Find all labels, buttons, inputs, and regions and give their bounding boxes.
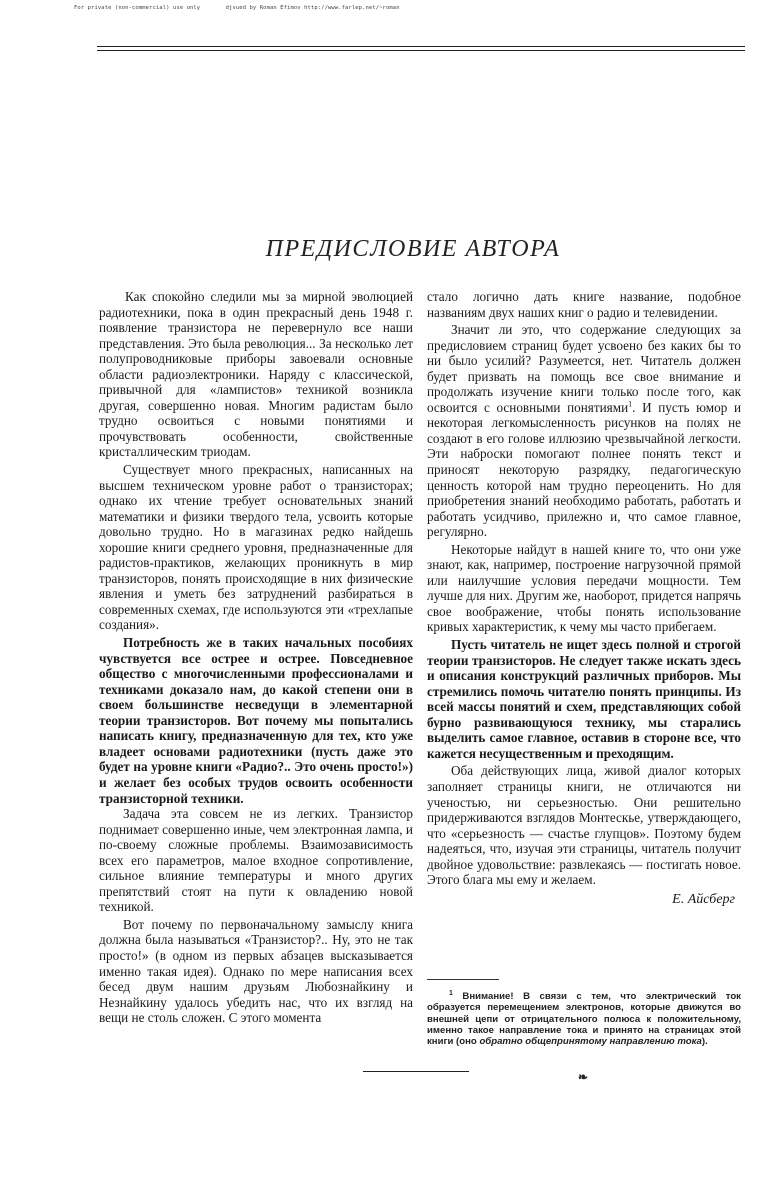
top-rule [97, 46, 745, 47]
paragraph: Потребность же в таких начальных пособиях чувствуется все острее и острее. Повседневное общество с многочисленными профессионалами и техниками доказало нам, до какой степени они в своем большинстве несведущи в элементарной теории транзисторов. Вот почему мы попытались написать книгу, предназначенную для тех, кто уже владеет основами радиотехники (пусть даже это будет на уровне книги «Радио?.. Это очень просто!») и желает без особых трудов освоить особенности транзисторной техники. [99, 635, 413, 806]
paragraph: Задача эта совсем не из легких. Транзистор поднимает совершенно иные, чем электронная лампа, и по-своему сложные проблемы. Взаимозависимость всех его параметров, малое входное сопротивление, сильное влияние температуры и много других препятствий стоят на пути к овладению новой техникой. [99, 806, 413, 915]
watermark-left: For private (non-commercial) use only [74, 5, 201, 11]
footnote-text-end: ). [701, 1036, 708, 1047]
footnote-divider [427, 979, 499, 980]
footnote-text: Внимание! В связи с тем, что электрический ток образуется перемещением электронов, которые движутся во внешней цепи от отрицательного полюса к положительному, именно такое направление тока и принято на страницах этой книги (оно [427, 991, 741, 1047]
paragraph: Пусть читатель не ищет здесь полной и строгой теории транзисторов. Не следует также искать здесь и описания конструкций различных приборов. Мы стремились помочь читателю понять принципы. Из всей массы понятий и схем, представляющих собой бурно развивающуюся технику, мы старались выделить самое главное, оставив в стороне все, что кажется несущественным и преходящим. [427, 637, 741, 761]
paragraph: Существует много прекрасных, написанных на высшем техническом уровне работ о транзисторах; однако их чтение требует основательных знаний математики и физики твердого тела, усвоить которые довольно трудно. Но в магазинах редко найдешь хорошие книги среднего уровня, предназначенные для радистов-практиков, желающих проникнуть в мир транзисторов, понять происходящие в них физические явления и уметь без затруднений разбираться в современных схемах, где используются эти «трехлапые создания». [99, 462, 413, 633]
paragraph: Как спокойно следили мы за мирной эволюцией радиотехники, пока в один прекрасный день 1948 г. появление транзистора не перевернуло все наши представления. Это была революция... За несколько лет полупроводниковые приборы завоевали основные области радиоэлектроники. Наряду с классической, привычной для «лампистов» техникой возникла другая, совершенно новая. Многим радистам было трудно освоиться с новыми понятиями и прочувствовать особенности, свойственные кристаллическим триодам. [99, 289, 413, 460]
right-column [427, 289, 741, 907]
bottom-rule [363, 1071, 469, 1072]
ornament-icon: ❧ [578, 1070, 589, 1084]
page-title: ПРЕДИСЛОВИЕ АВТОРА [265, 236, 561, 262]
top-rule-thin [97, 50, 745, 51]
author-signature: Е. Айсберг [672, 891, 735, 907]
watermark [74, 5, 422, 11]
footnote [427, 988, 741, 1047]
paragraph: Вот почему по первоначальному замыслу книга должна была называться «Транзистор?.. Ну, это не так просто!» (в одном из первых абзацев высказывается именно такая идея). Однако по мере написания всех бесед двум нашим друзьям Любознайкину и Незнайкину удалось убедить нас, что их взгляд на вещи не столь сложен. С этого момента [99, 916, 413, 1026]
footnote-marker: 1 [449, 990, 453, 997]
paragraph: Оба действующих лица, живой диалог которых заполняет страницы книги, не отличаются ни ученостью, ни серьезностью. Они решительно придерживаются взглядов Монтескье, утверждающего, что «серьезность — счастье глупцов». Поэтому будем надеяться, что, изучая эти страницы, читатель получит двойное удовольствие: развлекаясь — постигать новое. Этого блага мы ему и желаем. [427, 763, 741, 888]
paragraph-text: Значит ли это, что содержание следующих за предисловием страниц будет усвоено без каких бы то ни было усилий? Разумеется, нет. Читатель должен будет призвать на помощь все свое внимание и продолжать изучение книги только после того, как освоится с основными понятиями [427, 322, 741, 415]
footnote-emphasis: обратно общепринятому направлению тока [479, 1036, 702, 1047]
watermark-right: djvued by Roman Efimov http://www.farlep.net/~roman [225, 5, 400, 11]
paragraph: Некоторые найдут в нашей книге то, что они уже знают, как, например, построение нагрузочной прямой или наилучшие условия передачи мощности. Тем лучше для них. Другим же, наоборот, придется напрячь свое воображение, чтобы понять использование кривых характеристик, к чему мы часто прибегаем. [427, 541, 741, 635]
paragraph-continuation: стало логично дать книге название, подобное названиям двух наших книг о радио и телевидении. [427, 289, 741, 320]
left-column [99, 289, 413, 1026]
footnote-reference[interactable]: 1 [628, 399, 633, 409]
paragraph-text: . И пусть юмор и некоторая легкомысленность рисунков на полях не создают в его голове иллюзию чрезвычайной легкости. Эти наброски помогают полнее понять текст и приносят некоторую разрядку, педагогическую ценность которой нам трудно переоценить. Но для приобретения знаний необходимо работать, работать и работать усидчиво, прилежно и, что самое главное, регулярно. [427, 399, 741, 540]
paragraph [427, 322, 741, 540]
